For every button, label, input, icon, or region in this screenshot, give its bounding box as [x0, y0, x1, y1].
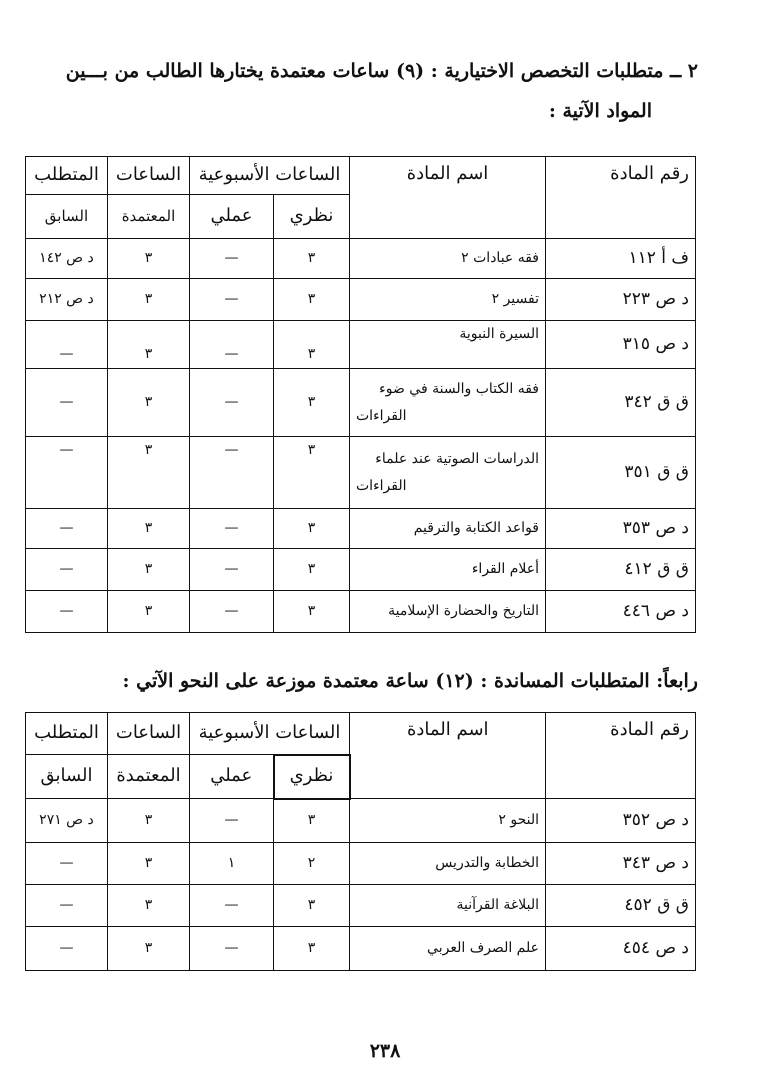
theory-hours: ٣	[274, 369, 350, 437]
prerequisite: —	[25, 321, 107, 369]
header-prerequisite-sub: السابق	[25, 755, 107, 799]
course-code: د ص ٣٥٣	[546, 509, 696, 549]
course-name-line2: القراءات	[356, 477, 407, 494]
table-row	[25, 549, 695, 591]
elective-courses-table	[25, 156, 696, 633]
theory-hours: ٣	[274, 509, 350, 549]
section2-title: ٢ ــ متطلبات التخصص الاختيارية : (٩) ساعات معتمدة يختارها الطالب من بـــين	[65, 60, 698, 82]
practical-hours: —	[189, 799, 273, 843]
credit-hours: ٣	[107, 549, 189, 591]
course-code: ف أ ١١٢	[546, 239, 696, 279]
practical-hours: —	[189, 509, 273, 549]
course-name: قواعد الكتابة والترقيم	[350, 509, 546, 549]
prerequisite: —	[25, 437, 107, 509]
practical-hours: ١	[189, 843, 273, 885]
table-row	[25, 509, 695, 549]
theory-hours: ٣	[274, 279, 350, 321]
credit-hours: ٣	[107, 843, 189, 885]
credit-hours: ٣	[107, 239, 189, 279]
table-row	[25, 885, 695, 927]
header-credit-hours-sub: المعتمدة	[107, 195, 189, 239]
supporting-courses-table	[25, 712, 696, 971]
course-name: فقه عبادات ٢	[350, 239, 546, 279]
table-row	[25, 843, 695, 885]
header-prerequisite: المتطلب	[25, 713, 107, 755]
practical-hours: —	[189, 369, 273, 437]
theory-hours: ٣	[274, 927, 350, 971]
theory-hours: ٣	[274, 799, 350, 843]
course-code: د ص ٤٥٤	[546, 927, 696, 971]
credit-hours: ٣	[107, 321, 189, 369]
credit-hours: ٣	[107, 437, 189, 509]
header-prerequisite-sub: السابق	[25, 195, 107, 239]
prerequisite: د ص ٢٧١	[25, 799, 107, 843]
header-theory: نظري	[274, 195, 350, 239]
course-name: الخطابة والتدريس	[350, 843, 546, 885]
header-credit-hours: الساعات	[107, 713, 189, 755]
course-code: د ص ٣٤٣	[546, 843, 696, 885]
course-code: د ص ٣١٥	[546, 321, 696, 369]
credit-hours: ٣	[107, 927, 189, 971]
course-name: البلاغة القرآنية	[350, 885, 546, 927]
table-row	[25, 437, 695, 509]
credit-hours: ٣	[107, 369, 189, 437]
course-name: التاريخ والحضارة الإسلامية	[350, 591, 546, 633]
practical-hours: —	[189, 549, 273, 591]
header-course-name: اسم المادة	[350, 157, 546, 239]
course-name-line1: الدراسات الصوتية عند علماء	[375, 450, 539, 467]
table-row	[25, 591, 695, 633]
header-weekly-hours: الساعات الأسبوعية	[189, 713, 349, 755]
section4-title: رابعاً: المتطلبات المساندة : (١٢) ساعة معتمدة موزعة على النحو الآتي :	[122, 670, 698, 692]
practical-hours: —	[189, 239, 273, 279]
course-name: النحو ٢	[350, 799, 546, 843]
header-course-name: اسم المادة	[350, 713, 546, 799]
credit-hours: ٣	[107, 885, 189, 927]
practical-hours: —	[189, 885, 273, 927]
prerequisite: —	[25, 591, 107, 633]
theory-hours: ٣	[274, 885, 350, 927]
table-row	[25, 927, 695, 971]
course-code: د ص ٣٥٢	[546, 799, 696, 843]
course-code: ق ق ٤١٢	[546, 549, 696, 591]
header-practical: عملي	[189, 755, 273, 799]
prerequisite: —	[25, 509, 107, 549]
table-row	[25, 369, 695, 437]
practical-hours: —	[189, 321, 273, 369]
header-credit-hours-sub: المعتمدة	[107, 755, 189, 799]
credit-hours: ٣	[107, 799, 189, 843]
course-name: أعلام القراء	[350, 549, 546, 591]
prerequisite: —	[25, 843, 107, 885]
header-weekly-hours: الساعات الأسبوعية	[189, 157, 349, 195]
header-prerequisite: المتطلب	[25, 157, 107, 195]
course-code: د ص ٢٢٣	[546, 279, 696, 321]
prerequisite: —	[25, 549, 107, 591]
theory-hours: ٢	[274, 843, 350, 885]
prerequisite: د ص ٢١٢	[25, 279, 107, 321]
theory-hours: ٣	[274, 549, 350, 591]
table-row	[25, 799, 695, 843]
credit-hours: ٣	[107, 591, 189, 633]
practical-hours: —	[189, 279, 273, 321]
course-name-line2: القراءات	[356, 407, 407, 424]
practical-hours: —	[189, 927, 273, 971]
prerequisite: —	[25, 885, 107, 927]
prerequisite: د ص ١٤٢	[25, 239, 107, 279]
course-name	[350, 369, 546, 437]
header-theory: نظري	[274, 755, 350, 799]
theory-hours: ٣	[274, 437, 350, 509]
course-code: ق ق ٣٥١	[546, 437, 696, 509]
course-code: ق ق ٣٤٢	[546, 369, 696, 437]
course-name-line1: فقه الكتاب والسنة في ضوء	[379, 380, 539, 397]
page-number: ٢٣٨	[369, 1040, 401, 1062]
header-course-code: رقم المادة	[546, 713, 696, 799]
prerequisite: —	[25, 369, 107, 437]
table-row	[25, 321, 695, 369]
theory-hours: ٣	[274, 591, 350, 633]
course-name: السيرة النبوية	[350, 321, 546, 369]
theory-hours: ٣	[274, 239, 350, 279]
header-course-code: رقم المادة	[546, 157, 696, 239]
section2-title-cont: المواد الآتية :	[548, 100, 652, 122]
course-code: د ص ٤٤٦	[546, 591, 696, 633]
header-practical: عملي	[189, 195, 273, 239]
course-name: علم الصرف العربي	[350, 927, 546, 971]
course-name: تفسير ٢	[350, 279, 546, 321]
course-name	[350, 437, 546, 509]
credit-hours: ٣	[107, 279, 189, 321]
practical-hours: —	[189, 437, 273, 509]
prerequisite: —	[25, 927, 107, 971]
practical-hours: —	[189, 591, 273, 633]
theory-hours: ٣	[274, 321, 350, 369]
table-row	[25, 239, 695, 279]
header-credit-hours: الساعات	[107, 157, 189, 195]
credit-hours: ٣	[107, 509, 189, 549]
course-code: ق ق ٤٥٢	[546, 885, 696, 927]
table-row	[25, 279, 695, 321]
